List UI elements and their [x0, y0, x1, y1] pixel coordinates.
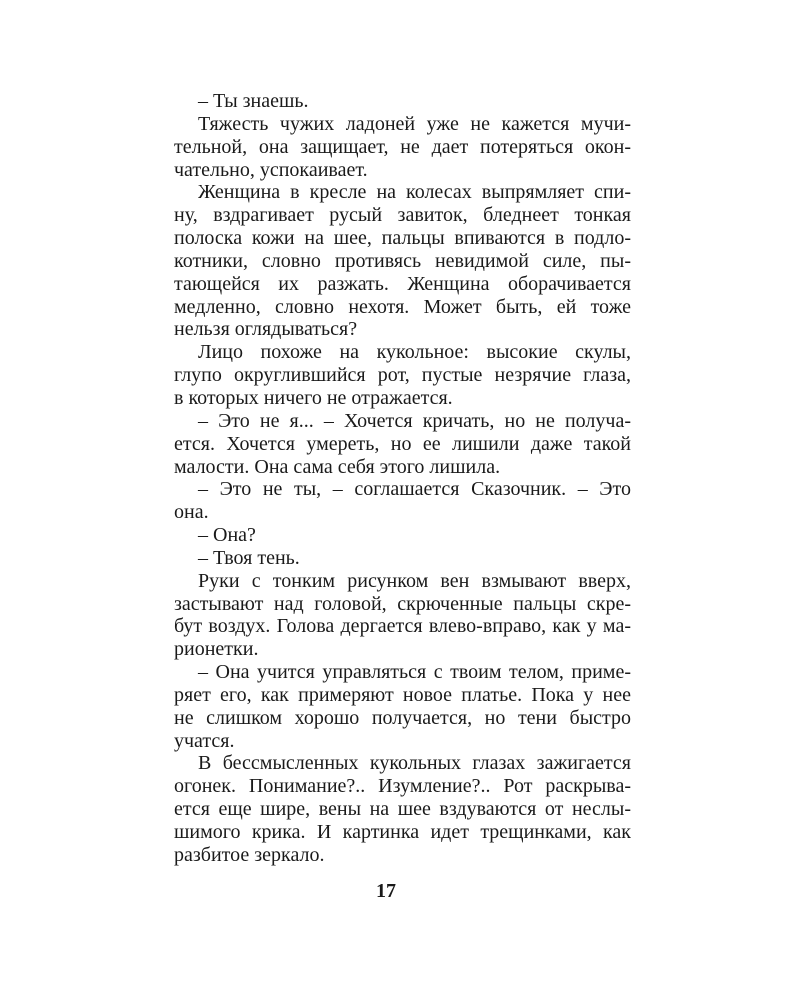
text-line: в которых ничего не отражается. [174, 386, 453, 409]
text-line: она. [174, 501, 209, 524]
text-line: глупо округлившийся рот, пустые незрячие глаза, [174, 364, 631, 387]
text-line: Руки с тонким рисунком вен взмывают вверх, [198, 569, 631, 592]
text-line: ется еще шире, вены на шее вздуваются от неслы- [174, 798, 631, 821]
text-line: В бессмысленных кукольных глазах зажигается [198, 752, 631, 775]
text-line: шимого крика. И картинка идет трещинками, как [174, 821, 631, 843]
text-line: – Твоя тень. [198, 546, 300, 569]
text-line: бут воздух. Голова дергается влево-вправо, как у ма- [174, 615, 631, 638]
text-line: нельзя оглядываться? [174, 318, 358, 341]
text-line: малости. Она сама себя этого лишила. [174, 455, 501, 478]
text-line: рионетки. [174, 638, 259, 661]
text-line: чательно, успокаивает. [174, 158, 368, 181]
text-line: застывают над головой, скрюченные пальцы скре- [174, 592, 631, 615]
text-line: огонек. Понимание?.. Изумление?.. Рот раскрыва- [174, 775, 631, 798]
text-line: ряет его, как примеряют новое платье. Пока у нее [174, 683, 631, 706]
text-line: полоска кожи на шее, пальцы впиваются в подло- [174, 227, 631, 250]
text-line: тельной, она защищает, не дает потеряться окон- [174, 135, 631, 158]
page-body-text [174, 90, 631, 867]
text-line: Женщина в кресле на колесах выпрямляет спи- [198, 181, 631, 204]
text-line: не слишком хорошо получается, но тени быстро [174, 706, 631, 729]
text-line: – Она? [198, 524, 256, 547]
text-line: медленно, словно нехотя. Может быть, ей тоже [174, 295, 631, 318]
text-line: учатся. [174, 729, 235, 752]
text-line: Лицо похоже на кукольное: высокие скулы, [198, 341, 631, 364]
text-line: разбитое зеркало. [174, 843, 325, 866]
text-line: Тяжесть чужих ладоней уже не кажется мучи- [198, 112, 631, 135]
text-line: ну, вздрагивает русый завиток, бледнеет тонкая [174, 204, 631, 227]
text-line: тающейся их разжать. Женщина оборачивается [174, 272, 631, 295]
text-line: ется. Хочется умереть, но ее лишили даже такой [174, 432, 631, 455]
text-line: – Это не ты, – соглашается Сказочник. – Это [198, 478, 631, 501]
page-number: 17 [376, 880, 396, 902]
text-line: – Это не я... – Хочется кричать, но не получа- [198, 409, 631, 432]
text-line: – Ты знаешь. [198, 90, 309, 112]
text-line: котники, словно противясь невидимой силе, пы- [174, 249, 631, 272]
text-line: – Она учится управляться с твоим телом, приме- [198, 661, 631, 684]
